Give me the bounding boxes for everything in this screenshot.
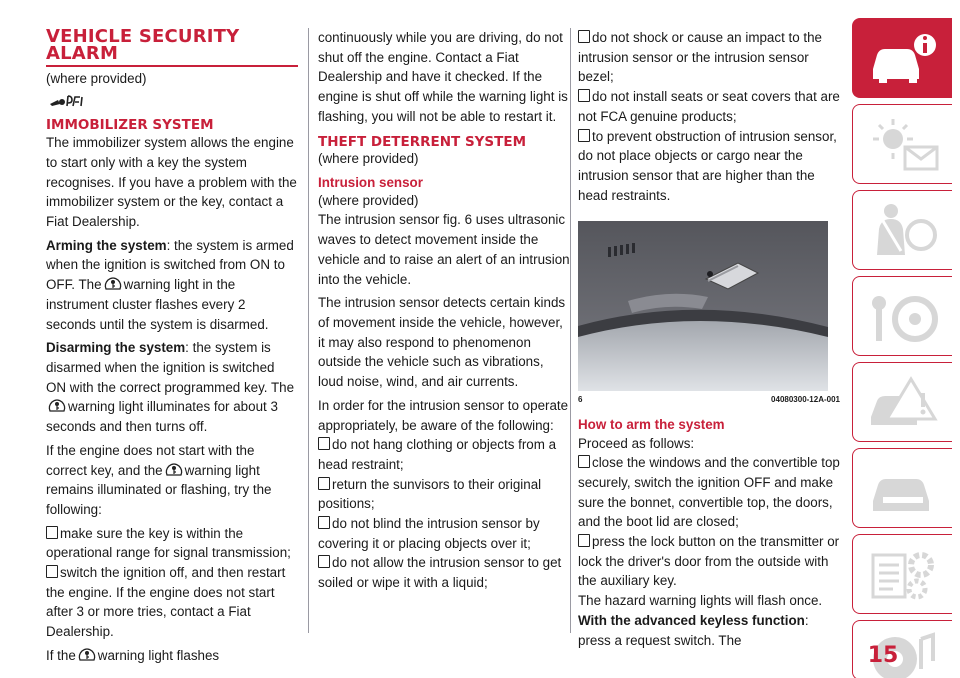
- seat-belt-airbag-icon: [865, 199, 943, 263]
- flashing-text-a: If the: [46, 647, 76, 663]
- disarming-label: Disarming the system: [46, 340, 186, 356]
- engine-text-b: warning light remains illuminated or flashing, try the following:: [46, 462, 272, 517]
- engine-text-a: If the engine does not start with the correct key, and the: [46, 442, 255, 478]
- figure-code: 04080300-12A-001: [771, 395, 840, 405]
- arming-text-b: warning light in the instrument cluster flashes every 2 seconds until the system is disarmed.: [46, 277, 269, 332]
- column-divider: [308, 28, 309, 633]
- immobilizer-system-heading: IMMOBILIZER SYSTEM: [46, 117, 214, 134]
- list-item: do not install seats or seat covers that are not FCA genuine products;: [578, 87, 840, 126]
- list-item: do not allow the intrusion sensor to get soiled or wipe it with a liquid;: [318, 553, 571, 592]
- intrusion-p3: In order for the intrusion sensor to operate appropriately, be aware of the following:: [318, 397, 569, 433]
- where-provided-note: (where provided): [318, 192, 419, 208]
- column-1: [46, 28, 298, 670]
- immobilizer-warning-light-icon: [46, 397, 68, 414]
- list-item: return the sunvisors to their original positions;: [318, 475, 571, 514]
- immobilizer-warning-light-icon: [163, 461, 185, 478]
- advanced-keyless-text: : press a request switch. The: [578, 612, 809, 648]
- list-item: do not shock or cause an impact to the intrusion sensor or the intrusion sensor bezel;: [578, 28, 840, 87]
- theft-deterrent-heading: THEFT DETERRENT SYSTEM: [318, 133, 527, 150]
- intrusion-p1: The intrusion sensor fig. 6 uses ultrasonic waves to detect movement inside the vehicle and to raise an alert of an intrusion into the vehicle.: [318, 212, 570, 287]
- list-item: switch the ignition off, and then restart the engine. If the engine does not start after 3 or more tries, contact a Fiat Dealership.: [46, 563, 298, 642]
- vehicle-security-alarm-heading: VEHICLE SECURITY ALARM: [46, 26, 240, 64]
- engine-not-start-paragraph: [46, 441, 298, 520]
- immobilizer-warning-light-icon: [102, 275, 124, 292]
- where-provided-note: (where provided): [318, 150, 419, 166]
- continued-paragraph: continuously while you are driving, do not shut off the engine. Contact a Fiat Dealership and have it checked. If the engine is shut off while the warning light is flashing, you will not be able to restart it.: [318, 30, 568, 124]
- column-3: [578, 28, 840, 654]
- figure-caption: [578, 394, 840, 406]
- list-item: close the windows and the convertible top securely, switch the ignition OFF and make sure the bonnet, convertible top, the doors, and the boot lid are closed;: [578, 453, 840, 532]
- tab-lights[interactable]: [852, 104, 952, 184]
- immobilizer-intro: The immobilizer system allows the engine to start only with a key the system recognises. If you have a problem with the immobilizer system or the key, contact a Fiat Dealership.: [46, 135, 297, 230]
- flashing-paragraph: [46, 646, 298, 666]
- hazard-paragraph: [578, 591, 840, 650]
- intrusion-sensor-heading: Intrusion sensor: [318, 175, 423, 191]
- settings-list-icon: [865, 543, 943, 607]
- list-item: do not hang clothing or objects from a head restraint;: [318, 435, 571, 474]
- list-item: press the lock button on the transmitter or lock the driver's door from the outside with the auxiliary key.: [578, 532, 840, 591]
- steering-key-icon: [865, 285, 943, 349]
- immobilizer-bullet-list: [46, 524, 298, 642]
- intrusion-sensor-illustration: [578, 221, 828, 391]
- intrusion-p2: The intrusion sensor detects certain kinds of movement inside the vehicle, however, it may also respond to phenomenon outside the vehicle such as vibrations, loud noise, wind, and air currents.: [318, 295, 566, 390]
- arming-paragraph: [46, 236, 298, 335]
- hazard-text: The hazard warning lights will flash once.: [578, 593, 823, 609]
- where-provided-note: (where provided): [46, 70, 147, 86]
- proceed-text: Proceed as follows:: [578, 435, 695, 451]
- disarming-text-a: : the system is disarmed when the ignition is switched ON with the correct programmed key. The: [46, 340, 295, 395]
- car-info-icon: [865, 27, 943, 91]
- flashing-text-b: warning light flashes: [97, 647, 220, 663]
- tab-maintenance[interactable]: [852, 448, 952, 528]
- column-2: [318, 28, 571, 593]
- tab-emergency[interactable]: [852, 362, 952, 442]
- heading-underline: [46, 65, 298, 67]
- accident-icon: [865, 371, 943, 435]
- arming-label: Arming the system: [46, 237, 167, 253]
- intrusion-sensor-photo: [578, 221, 828, 391]
- intrusion-bullet-list: [318, 435, 571, 593]
- tab-specs[interactable]: [852, 534, 952, 614]
- page-number: 15: [867, 643, 899, 668]
- tab-driving[interactable]: [852, 276, 952, 356]
- how-to-arm-heading: How to arm the system: [578, 417, 725, 433]
- disarming-paragraph: [46, 338, 298, 437]
- tab-vehicle-info[interactable]: [852, 18, 952, 98]
- list-item: to prevent obstruction of intrusion sensor, do not place objects or cargo near the intrusion sensor that are higher than the head restraints.: [578, 127, 840, 206]
- advanced-keyless-label: With the advanced keyless function: [578, 612, 805, 628]
- disarming-text-b: warning light illuminates for about 3 seconds and then turns off.: [46, 399, 278, 435]
- arming-steps-list: [578, 453, 840, 591]
- figure-number: 6: [578, 395, 583, 405]
- arming-text-a: : the system is armed when the ignition is switched from ON to OFF. The: [46, 237, 294, 293]
- car-service-icon: [865, 457, 943, 521]
- list-item: make sure the key is within the operational range for signal transmission;: [46, 524, 298, 563]
- column-divider: [570, 28, 571, 633]
- warning-lights-icon: [865, 113, 943, 177]
- tab-safety[interactable]: [852, 190, 952, 270]
- immobilizer-key-icon: [48, 90, 86, 112]
- immobilizer-warning-light-icon: [76, 646, 98, 663]
- list-item: do not blind the intrusion sensor by covering it or placing objects over it;: [318, 514, 571, 553]
- intrusion-bullet-list-cont: [578, 28, 840, 205]
